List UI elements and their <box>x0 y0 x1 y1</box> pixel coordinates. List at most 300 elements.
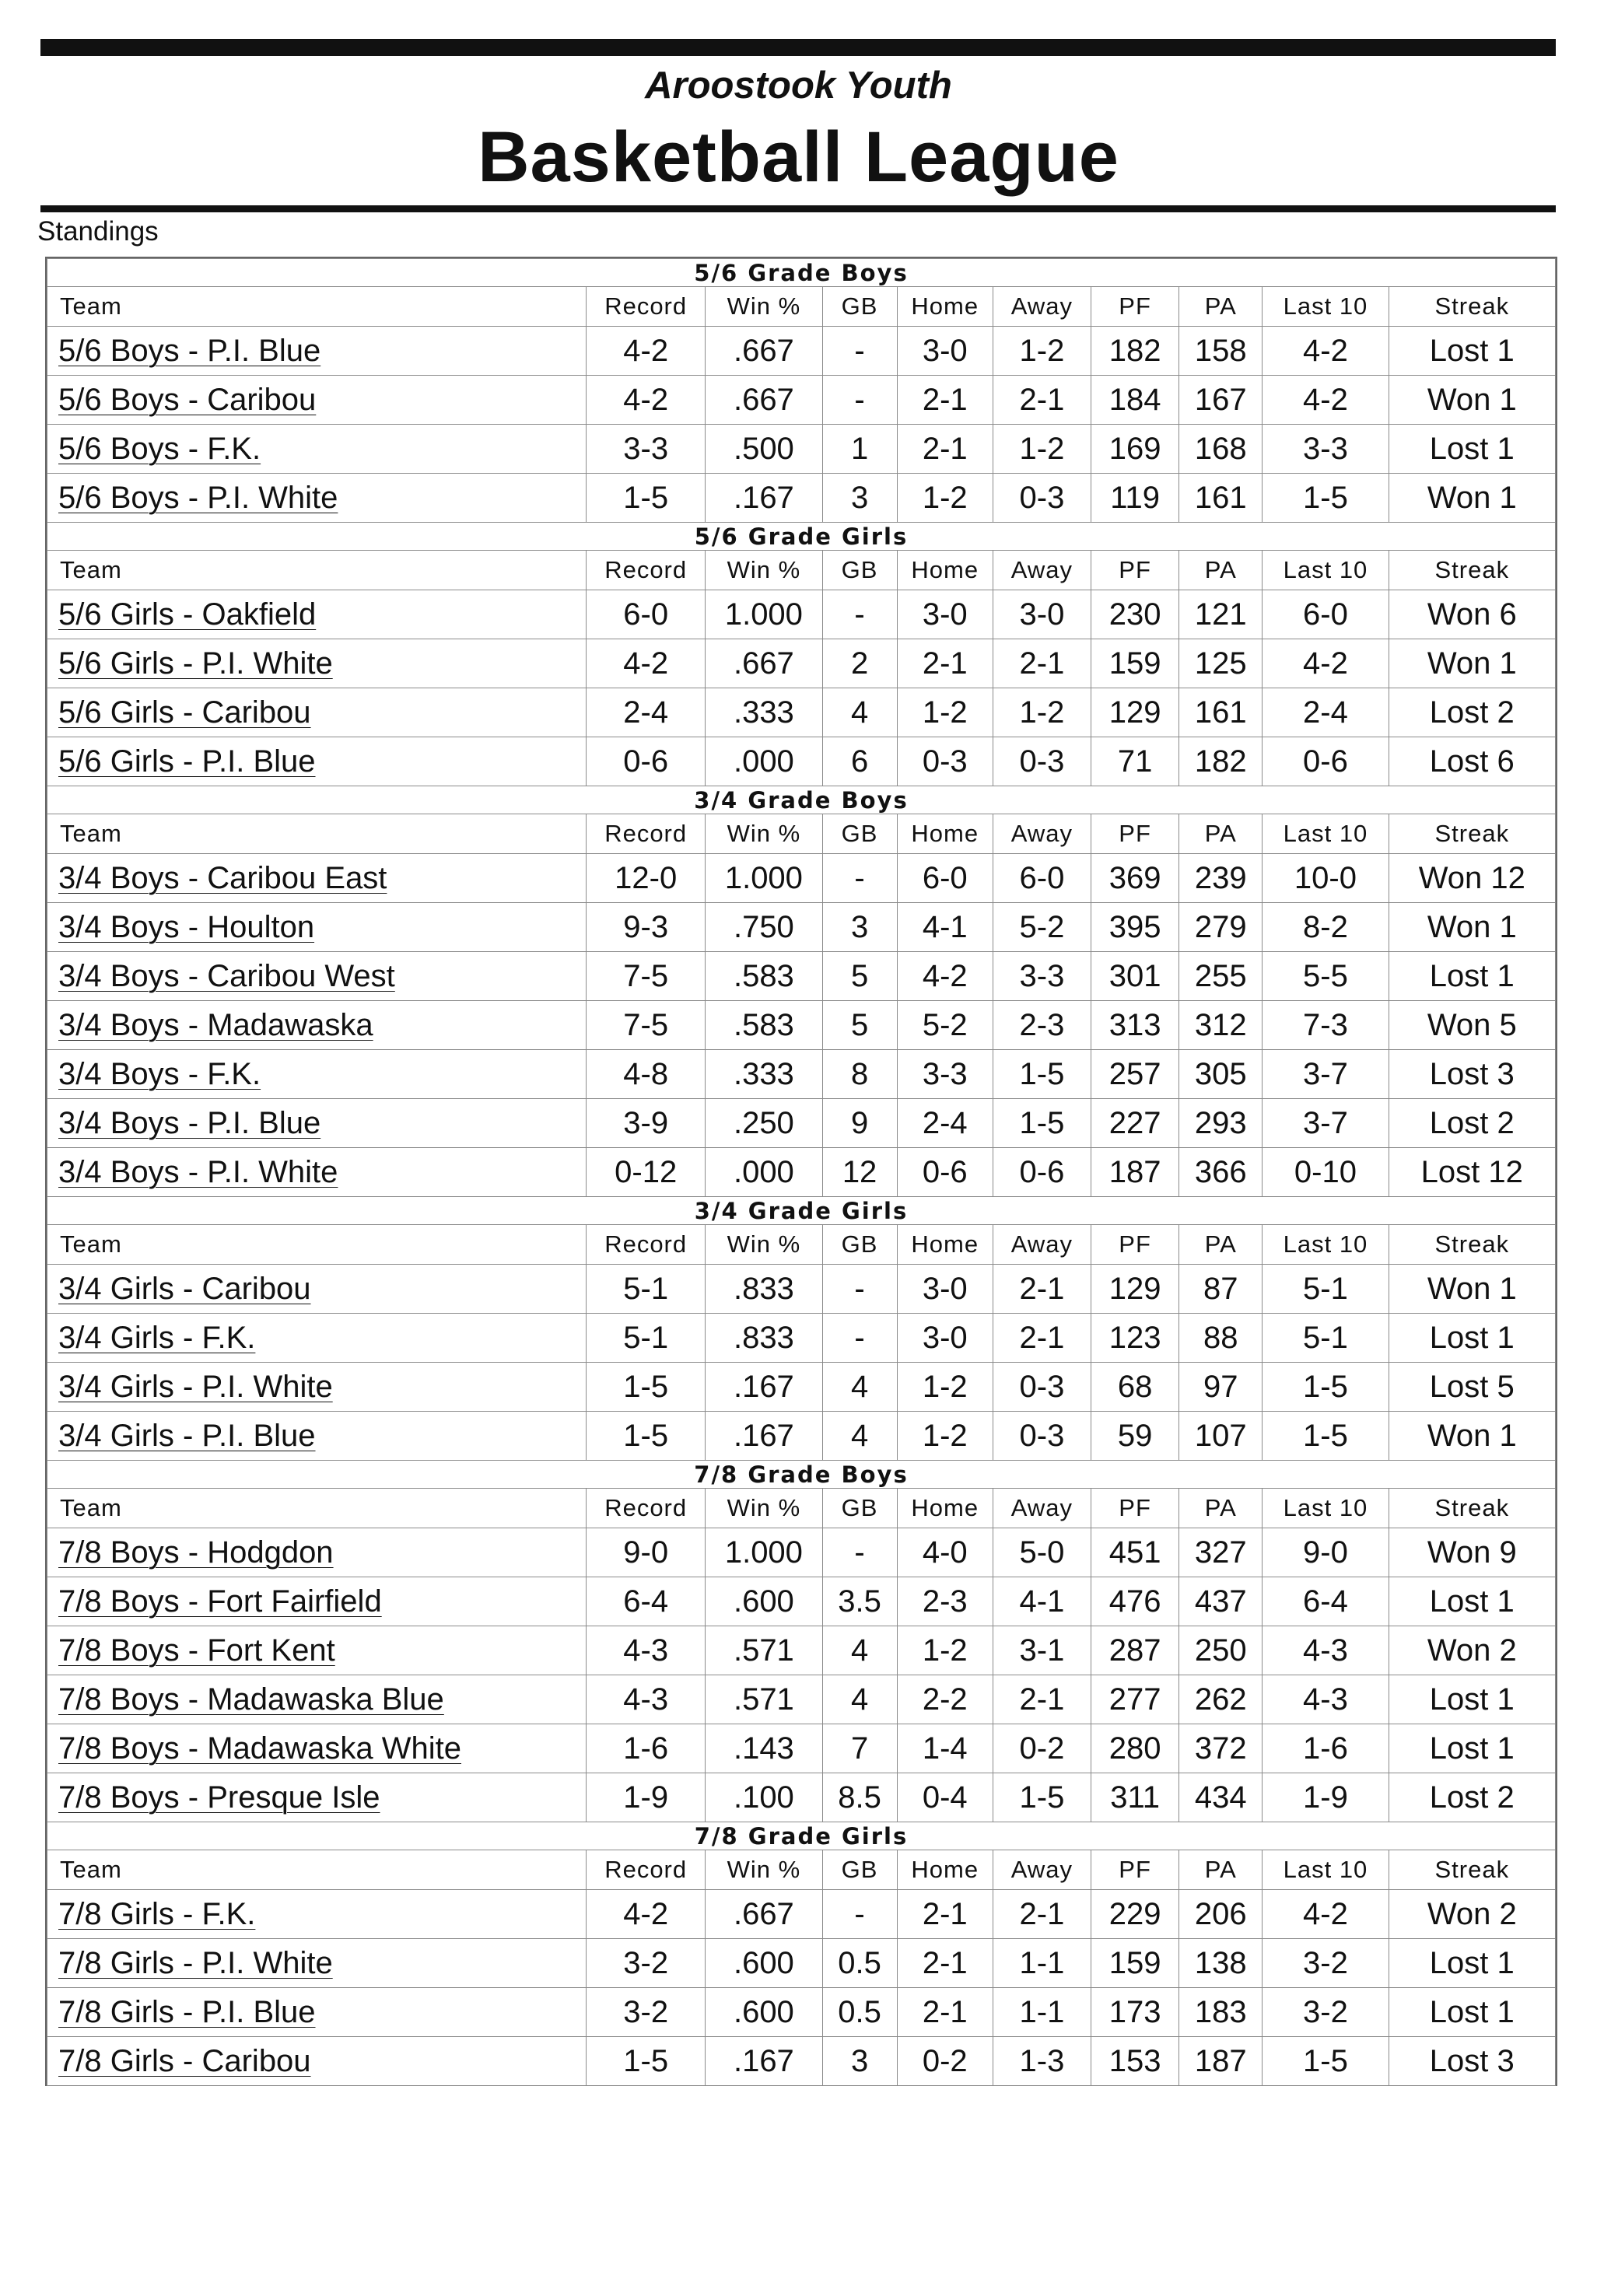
cell-gb: - <box>822 1528 897 1577</box>
column-header-win-pct: Win % <box>706 1489 822 1528</box>
cell-pa: 87 <box>1179 1265 1263 1314</box>
column-header-pf: PF <box>1091 1489 1179 1528</box>
cell-win-pct: .833 <box>706 1265 822 1314</box>
cell-record: 1-5 <box>587 1412 706 1461</box>
cell-streak: Won 9 <box>1389 1528 1555 1577</box>
column-header-pf: PF <box>1091 1850 1179 1890</box>
cell-win-pct: .667 <box>706 639 822 688</box>
cell-streak: Won 1 <box>1389 903 1555 952</box>
team-row <box>47 376 1556 425</box>
cell-last-10: 6-0 <box>1263 590 1389 639</box>
cell-record: 3-3 <box>587 425 706 474</box>
standings-label: Standings <box>37 216 159 247</box>
column-header-streak: Streak <box>1389 1225 1555 1265</box>
cell-last-10: 6-4 <box>1263 1577 1389 1626</box>
cell-team <box>47 854 587 903</box>
team-row <box>47 327 1556 376</box>
team-row <box>47 1265 1556 1314</box>
cell-gb: - <box>822 590 897 639</box>
team-row <box>47 1001 1556 1050</box>
column-header-record: Record <box>587 1489 706 1528</box>
cell-team <box>47 376 587 425</box>
cell-team <box>47 1001 587 1050</box>
cell-team <box>47 1314 587 1363</box>
cell-gb: 9 <box>822 1099 897 1148</box>
cell-win-pct: .833 <box>706 1314 822 1363</box>
cell-home: 2-4 <box>897 1099 993 1148</box>
cell-away: 2-1 <box>993 1265 1091 1314</box>
cell-pa: 239 <box>1179 854 1263 903</box>
cell-home: 2-1 <box>897 1890 993 1939</box>
cell-record: 0-6 <box>587 737 706 786</box>
cell-away: 1-2 <box>993 688 1091 737</box>
cell-record: 6-0 <box>587 590 706 639</box>
cell-away: 4-1 <box>993 1577 1091 1626</box>
team-name: 5/6 Boys - Caribou <box>58 382 317 417</box>
cell-gb: - <box>822 1314 897 1363</box>
cell-record: 1-5 <box>587 474 706 523</box>
cell-pa: 121 <box>1179 590 1263 639</box>
team-name: 3/4 Girls - Caribou <box>58 1271 311 1306</box>
cell-away: 2-1 <box>993 1314 1091 1363</box>
cell-record: 3-2 <box>587 1939 706 1988</box>
cell-pf: 277 <box>1091 1675 1179 1724</box>
division-title-row <box>47 786 1556 814</box>
cell-streak: Lost 12 <box>1389 1148 1555 1197</box>
cell-record: 1-9 <box>587 1773 706 1822</box>
column-header-pa: PA <box>1179 1850 1263 1890</box>
team-row <box>47 1724 1556 1773</box>
cell-win-pct: 1.000 <box>706 590 822 639</box>
cell-pa: 279 <box>1179 903 1263 952</box>
column-header-home: Home <box>897 1225 993 1265</box>
cell-last-10: 4-3 <box>1263 1675 1389 1724</box>
cell-team <box>47 1577 587 1626</box>
column-header-gb: GB <box>822 814 897 854</box>
column-header-row <box>47 1489 1556 1528</box>
cell-record: 7-5 <box>587 952 706 1001</box>
cell-pa: 366 <box>1179 1148 1263 1197</box>
cell-last-10: 3-7 <box>1263 1099 1389 1148</box>
column-header-row <box>47 814 1556 854</box>
column-header-record: Record <box>587 1850 706 1890</box>
cell-record: 9-0 <box>587 1528 706 1577</box>
cell-last-10: 8-2 <box>1263 903 1389 952</box>
division-title: 3/4 Grade Boys <box>47 786 1556 814</box>
cell-gb: 7 <box>822 1724 897 1773</box>
column-header-home: Home <box>897 287 993 327</box>
cell-streak: Lost 2 <box>1389 1773 1555 1822</box>
cell-pf: 59 <box>1091 1412 1179 1461</box>
column-header-pf: PF <box>1091 287 1179 327</box>
cell-pa: 138 <box>1179 1939 1263 1988</box>
team-row <box>47 639 1556 688</box>
cell-gb: 0.5 <box>822 1939 897 1988</box>
column-header-last-10: Last 10 <box>1263 1850 1389 1890</box>
team-name: 5/6 Boys - P.I. Blue <box>58 333 321 368</box>
cell-team <box>47 1675 587 1724</box>
cell-gb: 4 <box>822 1363 897 1412</box>
cell-pf: 395 <box>1091 903 1179 952</box>
team-row <box>47 903 1556 952</box>
column-header-gb: GB <box>822 551 897 590</box>
cell-record: 1-6 <box>587 1724 706 1773</box>
cell-team <box>47 1099 587 1148</box>
team-name: 7/8 Girls - F.K. <box>58 1896 256 1931</box>
cell-gb: 0.5 <box>822 1988 897 2037</box>
team-row <box>47 952 1556 1001</box>
cell-pf: 227 <box>1091 1099 1179 1148</box>
cell-away: 2-1 <box>993 639 1091 688</box>
cell-record: 5-1 <box>587 1265 706 1314</box>
cell-record: 4-2 <box>587 1890 706 1939</box>
cell-last-10: 1-9 <box>1263 1773 1389 1822</box>
team-name: 3/4 Girls - F.K. <box>58 1320 256 1355</box>
cell-streak: Lost 1 <box>1389 1988 1555 2037</box>
division-title-row <box>47 523 1556 551</box>
cell-gb: - <box>822 854 897 903</box>
cell-away: 1-5 <box>993 1050 1091 1099</box>
cell-pf: 119 <box>1091 474 1179 523</box>
cell-pf: 159 <box>1091 1939 1179 1988</box>
cell-pa: 250 <box>1179 1626 1263 1675</box>
team-name: 5/6 Boys - P.I. White <box>58 480 338 515</box>
cell-pf: 129 <box>1091 1265 1179 1314</box>
cell-pa: 158 <box>1179 327 1263 376</box>
column-header-pf: PF <box>1091 814 1179 854</box>
cell-gb: 3 <box>822 2037 897 2086</box>
cell-home: 2-1 <box>897 425 993 474</box>
column-header-last-10: Last 10 <box>1263 1225 1389 1265</box>
column-header-streak: Streak <box>1389 1850 1555 1890</box>
cell-pa: 97 <box>1179 1363 1263 1412</box>
team-row <box>47 2037 1556 2086</box>
cell-home: 2-1 <box>897 1939 993 1988</box>
cell-pf: 173 <box>1091 1988 1179 2037</box>
cell-pa: 88 <box>1179 1314 1263 1363</box>
cell-gb: 1 <box>822 425 897 474</box>
cell-team <box>47 590 587 639</box>
cell-record: 3-9 <box>587 1099 706 1148</box>
cell-last-10: 5-5 <box>1263 952 1389 1001</box>
division-title: 7/8 Grade Girls <box>47 1822 1556 1850</box>
team-name: 3/4 Boys - P.I. White <box>58 1154 338 1189</box>
cell-away: 1-3 <box>993 2037 1091 2086</box>
cell-away: 0-3 <box>993 1412 1091 1461</box>
cell-gb: 5 <box>822 952 897 1001</box>
cell-gb: 4 <box>822 1626 897 1675</box>
division-title-row <box>47 1822 1556 1850</box>
division-title-row <box>47 1197 1556 1225</box>
column-header-row <box>47 1225 1556 1265</box>
cell-win-pct: 1.000 <box>706 1528 822 1577</box>
column-header-home: Home <box>897 551 993 590</box>
cell-pa: 437 <box>1179 1577 1263 1626</box>
cell-team <box>47 2037 587 2086</box>
team-row <box>47 1577 1556 1626</box>
top-rule <box>40 39 1556 56</box>
cell-gb: 8 <box>822 1050 897 1099</box>
team-row <box>47 1773 1556 1822</box>
cell-gb: 3 <box>822 903 897 952</box>
division-title: 3/4 Grade Girls <box>47 1197 1556 1225</box>
cell-team <box>47 1528 587 1577</box>
cell-gb: 3 <box>822 474 897 523</box>
cell-last-10: 1-5 <box>1263 474 1389 523</box>
division-title: 5/6 Grade Girls <box>47 523 1556 551</box>
team-name: 3/4 Girls - P.I. Blue <box>58 1418 316 1453</box>
cell-pa: 312 <box>1179 1001 1263 1050</box>
column-header-away: Away <box>993 551 1091 590</box>
cell-streak: Won 5 <box>1389 1001 1555 1050</box>
standings-body <box>47 259 1556 2086</box>
cell-away: 2-3 <box>993 1001 1091 1050</box>
team-name: 5/6 Girls - Oakfield <box>58 597 317 632</box>
division-title: 7/8 Grade Boys <box>47 1461 1556 1489</box>
cell-last-10: 2-4 <box>1263 688 1389 737</box>
cell-away: 0-6 <box>993 1148 1091 1197</box>
cell-streak: Won 2 <box>1389 1890 1555 1939</box>
team-name: 5/6 Girls - P.I. White <box>58 646 333 681</box>
cell-win-pct: .000 <box>706 737 822 786</box>
cell-gb: - <box>822 327 897 376</box>
cell-streak: Lost 2 <box>1389 1099 1555 1148</box>
team-name: 7/8 Boys - Hodgdon <box>58 1535 334 1570</box>
cell-pa: 327 <box>1179 1528 1263 1577</box>
cell-win-pct: .667 <box>706 376 822 425</box>
cell-team <box>47 1050 587 1099</box>
cell-away: 1-5 <box>993 1099 1091 1148</box>
cell-last-10: 4-2 <box>1263 327 1389 376</box>
cell-win-pct: .100 <box>706 1773 822 1822</box>
cell-home: 0-2 <box>897 2037 993 2086</box>
cell-last-10: 3-3 <box>1263 425 1389 474</box>
column-header-team: Team <box>47 551 587 590</box>
cell-streak: Lost 1 <box>1389 1939 1555 1988</box>
cell-home: 1-4 <box>897 1724 993 1773</box>
column-header-team: Team <box>47 814 587 854</box>
team-row <box>47 1050 1556 1099</box>
column-header-team: Team <box>47 1489 587 1528</box>
team-row <box>47 1314 1556 1363</box>
cell-away: 1-2 <box>993 327 1091 376</box>
team-row <box>47 1148 1556 1197</box>
column-header-away: Away <box>993 814 1091 854</box>
cell-last-10: 4-3 <box>1263 1626 1389 1675</box>
cell-team <box>47 425 587 474</box>
cell-win-pct: .333 <box>706 688 822 737</box>
cell-win-pct: .250 <box>706 1099 822 1148</box>
cell-gb: 5 <box>822 1001 897 1050</box>
cell-win-pct: .600 <box>706 1577 822 1626</box>
team-name: 7/8 Boys - Madawaska Blue <box>58 1682 444 1717</box>
team-row <box>47 1988 1556 2037</box>
cell-gb: 4 <box>822 1675 897 1724</box>
cell-team <box>47 1988 587 2037</box>
cell-last-10: 9-0 <box>1263 1528 1389 1577</box>
column-header-row <box>47 1850 1556 1890</box>
cell-win-pct: .667 <box>706 327 822 376</box>
cell-streak: Won 1 <box>1389 376 1555 425</box>
team-name: 7/8 Girls - Caribou <box>58 2043 311 2078</box>
team-name: 5/6 Girls - Caribou <box>58 695 311 730</box>
column-header-last-10: Last 10 <box>1263 1489 1389 1528</box>
cell-record: 0-12 <box>587 1148 706 1197</box>
division-title: 5/6 Grade Boys <box>47 259 1556 287</box>
cell-streak: Won 2 <box>1389 1626 1555 1675</box>
cell-record: 4-2 <box>587 327 706 376</box>
cell-win-pct: .583 <box>706 952 822 1001</box>
cell-home: 2-2 <box>897 1675 993 1724</box>
cell-win-pct: .600 <box>706 1988 822 2037</box>
cell-record: 4-3 <box>587 1626 706 1675</box>
team-name: 7/8 Boys - Presque Isle <box>58 1780 380 1815</box>
division-title-row <box>47 1461 1556 1489</box>
column-header-away: Away <box>993 1489 1091 1528</box>
cell-away: 2-1 <box>993 1890 1091 1939</box>
cell-pf: 159 <box>1091 639 1179 688</box>
cell-gb: 4 <box>822 1412 897 1461</box>
team-row <box>47 1412 1556 1461</box>
column-header-gb: GB <box>822 1850 897 1890</box>
team-name: 3/4 Girls - P.I. White <box>58 1369 333 1404</box>
column-header-home: Home <box>897 1850 993 1890</box>
cell-streak: Won 1 <box>1389 1412 1555 1461</box>
cell-streak: Lost 2 <box>1389 688 1555 737</box>
standings-grid <box>47 258 1556 2086</box>
cell-record: 3-2 <box>587 1988 706 2037</box>
cell-pa: 161 <box>1179 474 1263 523</box>
cell-pf: 129 <box>1091 688 1179 737</box>
team-row <box>47 1939 1556 1988</box>
cell-last-10: 0-6 <box>1263 737 1389 786</box>
cell-streak: Won 1 <box>1389 639 1555 688</box>
team-name: 5/6 Boys - F.K. <box>58 431 261 466</box>
cell-gb: - <box>822 1265 897 1314</box>
cell-home: 4-2 <box>897 952 993 1001</box>
cell-streak: Won 1 <box>1389 474 1555 523</box>
cell-last-10: 1-5 <box>1263 2037 1389 2086</box>
cell-team <box>47 1363 587 1412</box>
column-header-record: Record <box>587 814 706 854</box>
cell-pa: 255 <box>1179 952 1263 1001</box>
cell-streak: Lost 5 <box>1389 1363 1555 1412</box>
cell-win-pct: .167 <box>706 474 822 523</box>
cell-pf: 301 <box>1091 952 1179 1001</box>
cell-win-pct: .571 <box>706 1626 822 1675</box>
cell-gb: 8.5 <box>822 1773 897 1822</box>
cell-pa: 206 <box>1179 1890 1263 1939</box>
cell-win-pct: .333 <box>706 1050 822 1099</box>
title-rule <box>40 205 1556 212</box>
column-header-streak: Streak <box>1389 814 1555 854</box>
cell-last-10: 3-7 <box>1263 1050 1389 1099</box>
cell-pa: 372 <box>1179 1724 1263 1773</box>
cell-last-10: 4-2 <box>1263 1890 1389 1939</box>
cell-home: 2-3 <box>897 1577 993 1626</box>
cell-gb: 2 <box>822 639 897 688</box>
column-header-pf: PF <box>1091 1225 1179 1265</box>
cell-pa: 161 <box>1179 688 1263 737</box>
cell-team <box>47 688 587 737</box>
column-header-pa: PA <box>1179 814 1263 854</box>
cell-away: 0-3 <box>993 1363 1091 1412</box>
cell-home: 0-3 <box>897 737 993 786</box>
cell-pa: 305 <box>1179 1050 1263 1099</box>
cell-gb: 3.5 <box>822 1577 897 1626</box>
cell-pa: 187 <box>1179 2037 1263 2086</box>
cell-streak: Won 1 <box>1389 1265 1555 1314</box>
cell-last-10: 3-2 <box>1263 1988 1389 2037</box>
cell-pf: 476 <box>1091 1577 1179 1626</box>
column-header-team: Team <box>47 1225 587 1265</box>
column-header-gb: GB <box>822 1489 897 1528</box>
cell-away: 0-3 <box>993 737 1091 786</box>
cell-away: 5-2 <box>993 903 1091 952</box>
team-name: 3/4 Boys - P.I. Blue <box>58 1105 321 1140</box>
cell-team <box>47 1265 587 1314</box>
cell-home: 2-1 <box>897 639 993 688</box>
cell-team <box>47 1939 587 1988</box>
column-header-away: Away <box>993 287 1091 327</box>
column-header-team: Team <box>47 287 587 327</box>
column-header-streak: Streak <box>1389 551 1555 590</box>
cell-record: 4-3 <box>587 1675 706 1724</box>
cell-last-10: 1-5 <box>1263 1412 1389 1461</box>
column-header-record: Record <box>587 287 706 327</box>
cell-pf: 313 <box>1091 1001 1179 1050</box>
cell-home: 3-0 <box>897 590 993 639</box>
column-header-row <box>47 287 1556 327</box>
cell-pf: 182 <box>1091 327 1179 376</box>
team-name: 3/4 Boys - Caribou East <box>58 860 387 895</box>
cell-pf: 68 <box>1091 1363 1179 1412</box>
cell-last-10: 1-5 <box>1263 1363 1389 1412</box>
cell-home: 3-0 <box>897 327 993 376</box>
team-row <box>47 590 1556 639</box>
cell-team <box>47 1773 587 1822</box>
cell-last-10: 5-1 <box>1263 1265 1389 1314</box>
cell-team <box>47 474 587 523</box>
cell-pa: 183 <box>1179 1988 1263 2037</box>
cell-gb: 6 <box>822 737 897 786</box>
cell-home: 0-4 <box>897 1773 993 1822</box>
standings-table <box>45 257 1557 2086</box>
cell-pa: 168 <box>1179 425 1263 474</box>
team-name: 7/8 Boys - Fort Kent <box>58 1633 335 1668</box>
team-name: 3/4 Boys - F.K. <box>58 1056 261 1091</box>
cell-home: 2-1 <box>897 1988 993 2037</box>
cell-away: 2-1 <box>993 1675 1091 1724</box>
column-header-pa: PA <box>1179 1489 1263 1528</box>
cell-team <box>47 1890 587 1939</box>
cell-pa: 167 <box>1179 376 1263 425</box>
team-name: 5/6 Girls - P.I. Blue <box>58 744 316 779</box>
column-header-home: Home <box>897 814 993 854</box>
cell-streak: Lost 1 <box>1389 1724 1555 1773</box>
team-row <box>47 1363 1556 1412</box>
cell-pa: 182 <box>1179 737 1263 786</box>
cell-home: 1-2 <box>897 1412 993 1461</box>
cell-record: 1-5 <box>587 1363 706 1412</box>
cell-win-pct: .583 <box>706 1001 822 1050</box>
column-header-row <box>47 551 1556 590</box>
cell-pf: 287 <box>1091 1626 1179 1675</box>
column-header-streak: Streak <box>1389 1489 1555 1528</box>
cell-record: 7-5 <box>587 1001 706 1050</box>
cell-team <box>47 1626 587 1675</box>
column-header-gb: GB <box>822 287 897 327</box>
